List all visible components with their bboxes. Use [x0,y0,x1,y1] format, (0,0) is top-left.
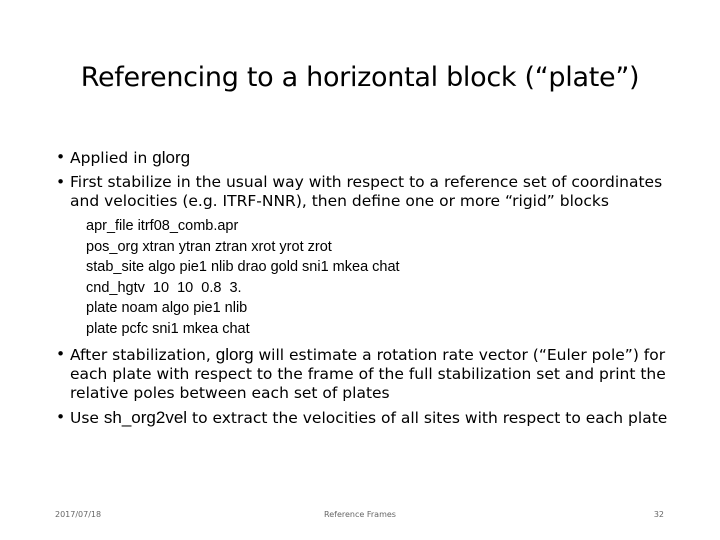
code-block [86,216,684,339]
bullet-command: glorg [152,148,191,167]
bullet-item [54,345,684,403]
code-line: pos_org xtran ytran ztran xrot yrot zrot [86,238,332,255]
footer-title: Reference Frames [324,510,396,519]
bullet-text: Applied in [70,149,153,167]
bullet-text: After stabilization, [70,346,216,364]
code-line: stab_site algo pie1 nlib drao gold sni1 mkea chat [86,259,400,275]
code-line: cnd_hgtv 10 10 0.8 3. [86,279,242,296]
slide-title: Referencing to a horizontal block (“plate”) [80,62,640,93]
bullet-dot: • [56,148,66,166]
code-line: apr_file itrf08_comb.apr [86,218,239,234]
bullet-item [54,148,684,168]
bullet-item [54,173,684,211]
code-line: plate pcfc sni1 mkea chat [86,320,250,337]
bullet-dot: • [56,173,66,191]
bullet-text: Use [70,409,104,427]
bullet-dot: • [56,408,66,426]
footer-date: 2017/07/18 [55,510,102,519]
bullet-command: glorg [215,345,254,364]
bullet-text-tail: to extract the velocities of all sites with respect to each plate [187,409,668,427]
footer-page-number: 32 [653,510,664,519]
code-line: plate noam algo pie1 nlib [86,300,248,316]
bullet-text-tail: will estimate a rotation rate vector (“Euler pole”) for each plate with respect to the frame of the full stabilization set and print the relative poles between each set of plates [70,346,666,402]
bullet-command: sh_org2vel [103,408,188,427]
slide-content [54,148,684,433]
bullet-text: First stabilize in the usual way with respect to a reference set of coordinates and velocities (e.g. ITRF-NNR), then define one or more “rigid” blocks [70,173,663,210]
bullet-dot: • [56,345,66,363]
bullet-item [54,408,684,428]
